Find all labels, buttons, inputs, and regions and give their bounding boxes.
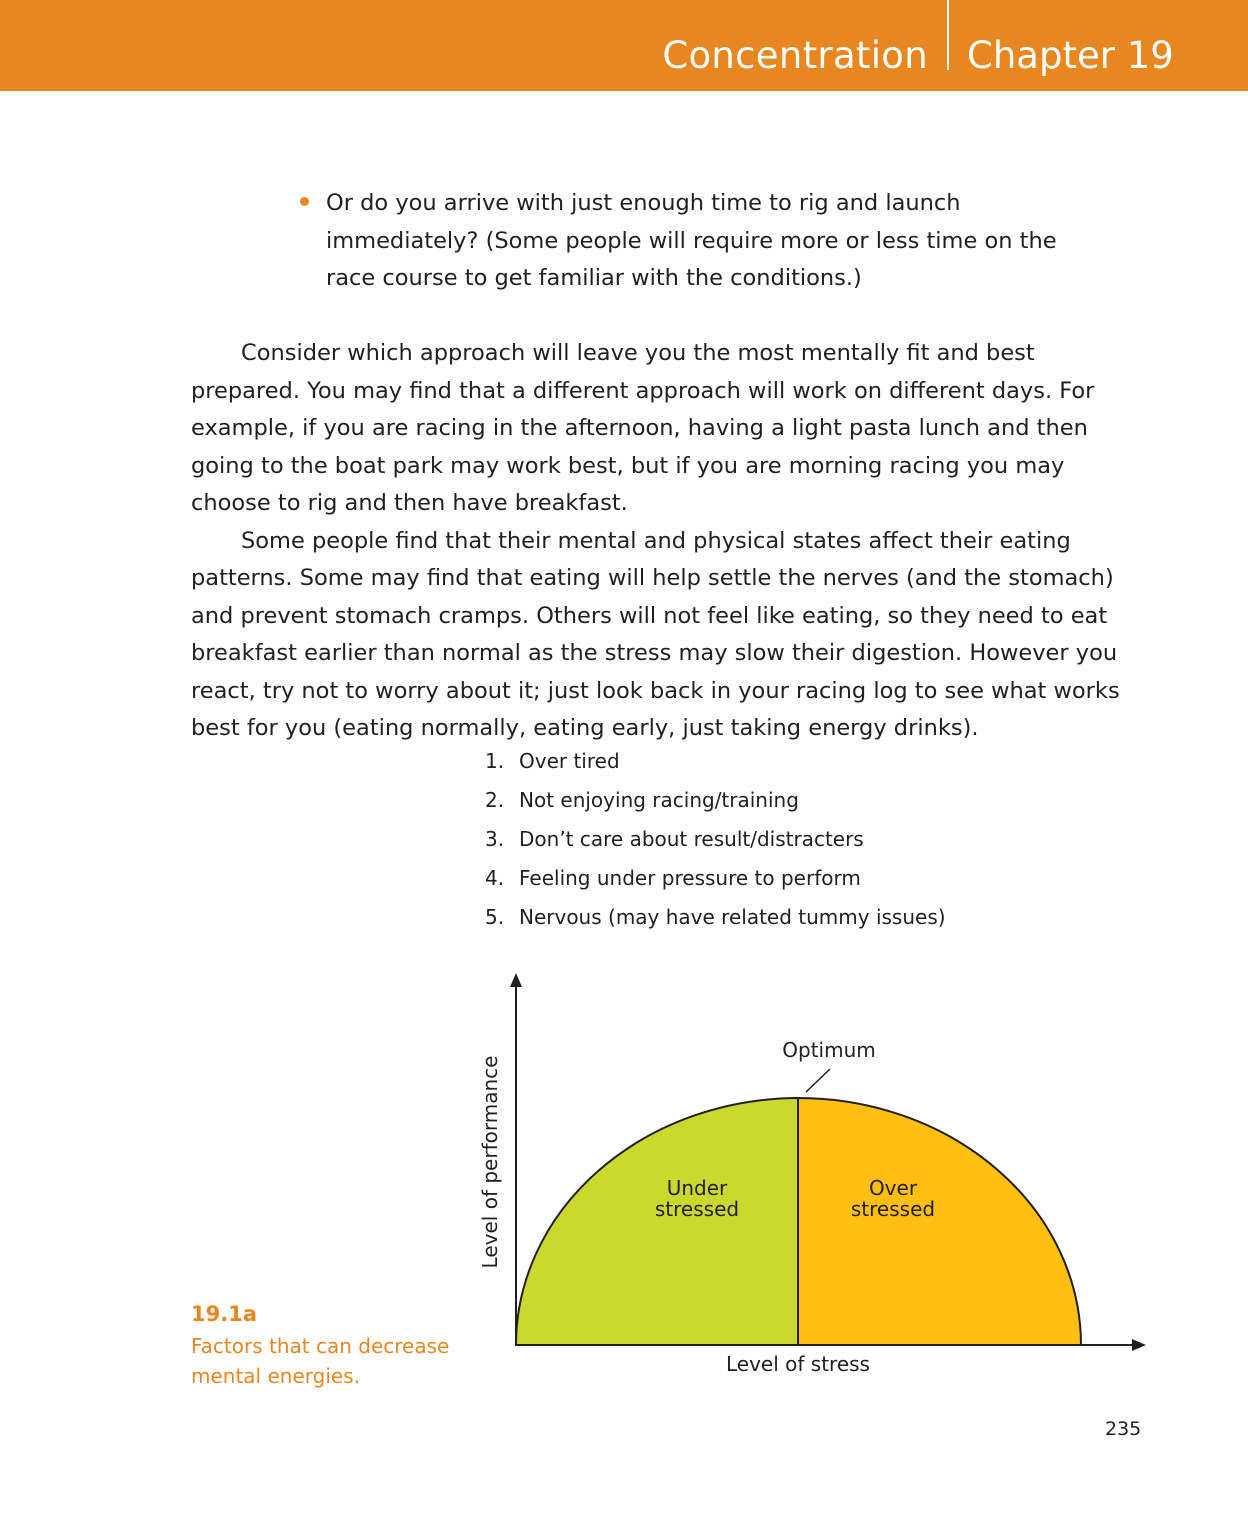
factor-item: [485, 859, 946, 898]
performance-stress-diagram: [470, 965, 1160, 1385]
factor-number: 5.: [485, 905, 505, 929]
under-stressed-label-line2: stressed: [654, 1197, 740, 1221]
factor-item: [485, 898, 946, 937]
x-axis-label: Level of stress: [726, 1352, 870, 1376]
x-axis-arrow-icon: [1132, 1339, 1146, 1351]
factor-number: 3.: [485, 827, 505, 851]
factor-label: Feeling under pressure to perform: [519, 866, 861, 890]
optimum-label: Optimum: [782, 1038, 876, 1062]
header-divider: [947, 0, 949, 70]
optimum-pointer-line: [806, 1069, 830, 1092]
section-title: Concentration: [662, 34, 928, 77]
y-axis-arrow-icon: [510, 973, 522, 987]
factor-label: Nervous (may have related tummy issues): [519, 905, 946, 929]
factors-list: [485, 742, 946, 937]
factor-item: [485, 742, 946, 781]
body-text: [191, 335, 1141, 748]
factor-label: Not enjoying racing/training: [519, 788, 799, 812]
page-number: 235: [1105, 1418, 1142, 1440]
paragraph-approach: Consider which approach will leave you the most mentally fit and best prepared. You may find that a different approach will work on different days. For example, if you are racing in the afternoon, having a light pasta lunch and then going to the boat park may work best, but if you are morning racing you may choose to rig and then have breakfast.: [191, 340, 1095, 516]
bullet-dot-icon: [300, 197, 309, 206]
factor-number: 4.: [485, 866, 505, 890]
paragraph-eating-patterns: Some people find that their mental and physical states affect their eating patterns. Some may find that eating will help settle the nerves (and the stomach) and prevent stomach cramps. Others will not feel like eating, so they need to eat breakfast earlier than normal as the stress may slow their digestion. However you react, try not to worry about it; just look back in your racing log to see what works best for you (eating normally, eating early, just taking energy drinks).: [191, 527, 1120, 741]
factor-label: Don’t care about result/distracters: [519, 827, 864, 851]
under-stressed-region: [516, 1098, 798, 1345]
y-axis-label: Level of performance: [478, 1055, 502, 1269]
factor-number: 1.: [485, 749, 505, 773]
over-stressed-label-line2: stressed: [850, 1197, 936, 1221]
over-stressed-region: [798, 1098, 1081, 1345]
over-stressed-label-line1: Over: [868, 1176, 918, 1200]
factor-label: Over tired: [519, 749, 620, 773]
figure-number: 19.1a: [191, 1302, 257, 1326]
factor-item: [485, 820, 946, 859]
factor-item: [485, 781, 946, 820]
chapter-title: Chapter 19: [967, 34, 1174, 77]
figure-caption: Factors that can decrease mental energies.: [191, 1334, 450, 1388]
under-stressed-label-line1: Under: [666, 1176, 728, 1200]
bullet-text: Or do you arrive with just enough time to rig and launch immediately? (Some people will require more or less time on the race course to get familiar with the conditions.): [326, 190, 1057, 291]
factor-number: 2.: [485, 788, 505, 812]
